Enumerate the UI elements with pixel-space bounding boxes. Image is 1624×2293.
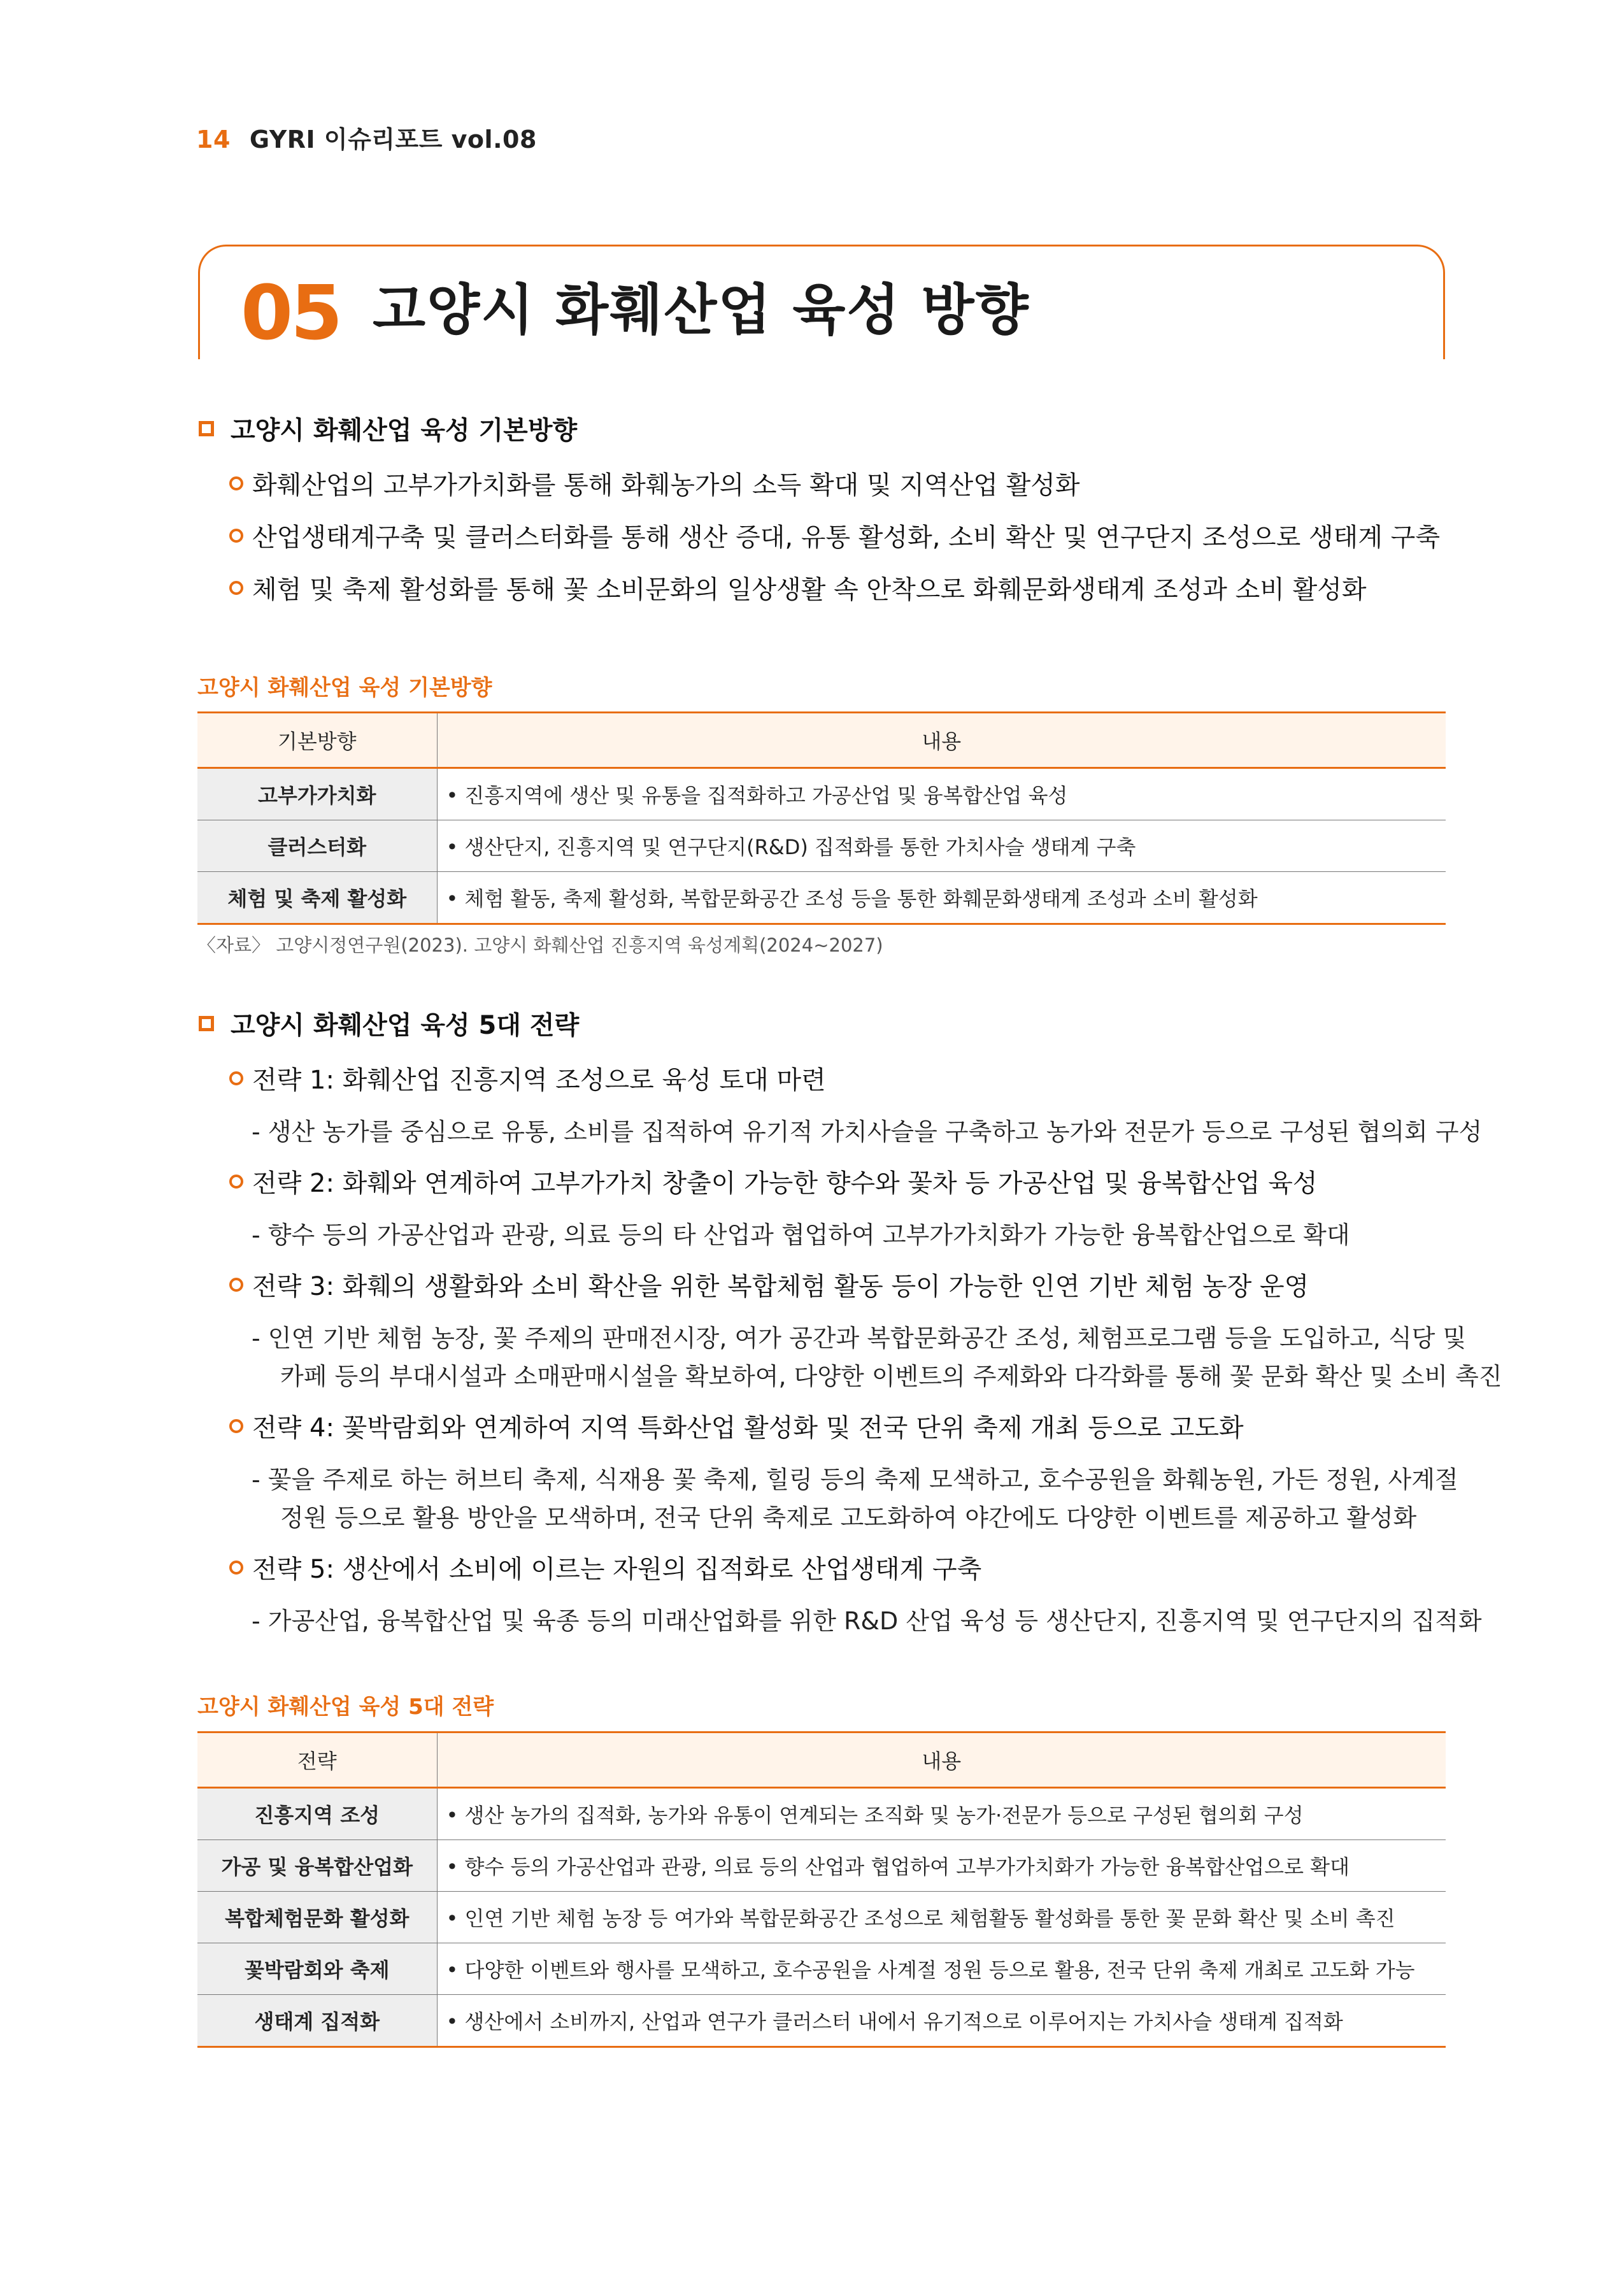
row-key: 진흥지역 조성 bbox=[197, 1788, 437, 1840]
row-value: • 생산 농가의 집적화, 농가와 유통이 연계되는 조직화 및 농가·전문가 등으로 구성된 협의회 구성 bbox=[446, 1803, 1304, 1827]
list-item bbox=[229, 517, 1440, 554]
strategy-detail: - 인연 기반 체험 농장, 꽃 주제의 판매전시장, 여가 공간과 복합문화공간 조성, 체험프로그램 등을 도입하고, 식당 및 bbox=[252, 1324, 1467, 1352]
square-bullet-icon bbox=[199, 1016, 214, 1031]
table-row bbox=[197, 1840, 1446, 1892]
section-title: 고양시 화훼산업 육성 방향 bbox=[373, 278, 1030, 342]
row-key: 고부가가치화 bbox=[197, 768, 437, 820]
circle-bullet-icon bbox=[229, 529, 243, 543]
strategy-title: 전략 3: 화훼의 생활화와 소비 확산을 위한 복합체험 활동 등이 가능한 인연 기반 체험 농장 운영 bbox=[252, 1272, 1309, 1301]
row-value: • 진흥지역에 생산 및 유통을 집적화하고 가공산업 및 융복합산업 육성 bbox=[446, 783, 1068, 808]
row-key: 생태계 집적화 bbox=[197, 1995, 437, 2047]
publication-title: GYRI 이슈리포트 vol.08 bbox=[249, 125, 537, 154]
subheading-text: 고양시 화훼산업 육성 5대 전략 bbox=[231, 1011, 580, 1040]
circle-bullet-icon bbox=[229, 1419, 243, 1433]
strategy-item bbox=[229, 1408, 1244, 1444]
row-value: • 향수 등의 가공산업과 관광, 의료 등의 산업과 협업하여 고부가가치화가 가능한 융복합산업으로 확대 bbox=[437, 1840, 1446, 1892]
strategy-item bbox=[229, 1163, 1318, 1199]
strategy-detail: - 향수 등의 가공산업과 관광, 의료 등의 타 산업과 협업하여 고부가가치화가 가능한 융복합산업으로 확대 bbox=[252, 1221, 1350, 1249]
row-value: • 인연 기반 체험 농장 등 여가와 복합문화공간 조성으로 체험활동 활성화를 통한 꽃 문화 확산 및 소비 촉진 bbox=[437, 1892, 1446, 1943]
column-header: 내용 bbox=[437, 1732, 1446, 1788]
row-value: • 생산에서 소비까지, 산업과 연구가 클러스터 내에서 유기적으로 이루어지는 가치사슬 생태계 집적화 bbox=[437, 1995, 1446, 2047]
strategy-item bbox=[229, 1266, 1309, 1303]
subheading-basic-direction bbox=[199, 410, 577, 446]
circle-bullet-icon bbox=[229, 1071, 243, 1085]
table-row bbox=[197, 1892, 1446, 1943]
list-item-text: 산업생태계구축 및 클러스터화를 통해 생산 증대, 유통 활성화, 소비 확산 및 연구단지 조성으로 생태계 구축 bbox=[252, 523, 1440, 552]
circle-bullet-icon bbox=[229, 1175, 243, 1189]
square-bullet-icon bbox=[199, 421, 214, 436]
strategy-detail-continued: 정원 등으로 활용 방안을 모색하며, 전국 단위 축제로 고도화하여 야간에도 다양한 이벤트를 제공하고 활성화 bbox=[280, 1504, 1417, 1532]
strategy-detail-continued: 카페 등의 부대시설과 소매판매시설을 확보하여, 다양한 이벤트의 주제화와 다각화를 통해 꽃 문화 확산 및 소비 촉진 bbox=[280, 1362, 1502, 1390]
strategy-item bbox=[229, 1549, 981, 1585]
row-key: 가공 및 융복합산업화 bbox=[197, 1840, 437, 1892]
column-header: 기본방향 bbox=[197, 713, 437, 768]
source-note: 〈자료〉 고양시정연구원(2023). 고양시 화훼산업 진흥지역 육성계획(2024~2027) bbox=[197, 934, 883, 956]
row-value: • 체험 활동, 축제 활성화, 복합문화공간 조성 등을 통한 화훼문화생태계 조성과 소비 활성화 bbox=[437, 872, 1446, 924]
table-row bbox=[197, 1943, 1446, 1995]
circle-bullet-icon bbox=[229, 476, 243, 490]
table-row bbox=[197, 1788, 1446, 1840]
strategy-title: 전략 1: 화훼산업 진흥지역 조성으로 육성 토대 마련 bbox=[252, 1066, 826, 1095]
circle-bullet-icon bbox=[229, 1278, 243, 1292]
table-header-row bbox=[197, 1732, 1446, 1788]
table-row bbox=[197, 820, 1446, 872]
table-caption: 고양시 화훼산업 육성 기본방향 bbox=[197, 675, 492, 701]
circle-bullet-icon bbox=[229, 1561, 243, 1575]
basic-direction-table bbox=[197, 711, 1446, 925]
subheading-five-strategies bbox=[199, 1005, 579, 1041]
list-item bbox=[229, 465, 1080, 501]
row-key: 체험 및 축제 활성화 bbox=[197, 872, 437, 924]
strategy-detail: - 가공산업, 융복합산업 및 육종 등의 미래산업화를 위한 R&D 산업 육성 등 생산단지, 진흥지역 및 연구단지의 집적화 bbox=[252, 1607, 1482, 1635]
row-key: 복합체험문화 활성화 bbox=[197, 1892, 437, 1943]
list-item-text: 화훼산업의 고부가가치화를 통해 화훼농가의 소득 확대 및 지역산업 활성화 bbox=[252, 471, 1080, 500]
running-header bbox=[196, 120, 537, 155]
circle-bullet-icon bbox=[229, 581, 243, 595]
five-strategies-table bbox=[197, 1731, 1446, 2048]
table-row bbox=[197, 872, 1446, 924]
row-key: 클러스터화 bbox=[197, 820, 437, 872]
list-item-text: 체험 및 축제 활성화를 통해 꽃 소비문화의 일상생활 속 안착으로 화훼문화생태계 조성과 소비 활성화 bbox=[252, 575, 1367, 604]
strategy-title: 전략 4: 꽃박람회와 연계하여 지역 특화산업 활성화 및 전국 단위 축제 개최 등으로 고도화 bbox=[252, 1413, 1244, 1443]
strategy-title: 전략 2: 화훼와 연계하여 고부가가치 창출이 가능한 향수와 꽃차 등 가공산업 및 융복합산업 육성 bbox=[252, 1169, 1318, 1198]
subheading-text: 고양시 화훼산업 육성 기본방향 bbox=[231, 416, 578, 445]
table-caption: 고양시 화훼산업 육성 5대 전략 bbox=[197, 1694, 494, 1720]
column-header: 전략 bbox=[197, 1732, 437, 1788]
table-row bbox=[197, 1995, 1446, 2047]
page-number: 14 bbox=[196, 125, 231, 154]
strategy-detail: - 꽃을 주제로 하는 허브티 축제, 식재용 꽃 축제, 힐링 등의 축제 모색하고, 호수공원을 화훼농원, 가든 정원, 사계절 bbox=[252, 1466, 1458, 1494]
row-value: • 생산단지, 진흥지역 및 연구단지(R&D) 집적화를 통한 가치사슬 생태계 구축 bbox=[437, 820, 1446, 872]
strategy-item bbox=[229, 1060, 826, 1096]
strategy-title: 전략 5: 생산에서 소비에 이르는 자원의 집적화로 산업생태계 구축 bbox=[252, 1555, 982, 1584]
column-header: 내용 bbox=[437, 713, 1446, 768]
list-item bbox=[229, 569, 1367, 606]
row-value: • 다양한 이벤트와 행사를 모색하고, 호수공원을 사계절 정원 등으로 활용, 전국 단위 축제 개최로 고도화 가능 bbox=[437, 1943, 1446, 1995]
table-row bbox=[197, 768, 1446, 820]
section-number: 05 bbox=[241, 269, 341, 357]
strategy-detail: - 생산 농가를 중심으로 유통, 소비를 집적하여 유기적 가치사슬을 구축하고 농가와 전문가 등으로 구성된 협의회 구성 bbox=[252, 1118, 1483, 1146]
row-key: 꽃박람회와 축제 bbox=[197, 1943, 437, 1995]
table-header-row bbox=[197, 713, 1446, 768]
